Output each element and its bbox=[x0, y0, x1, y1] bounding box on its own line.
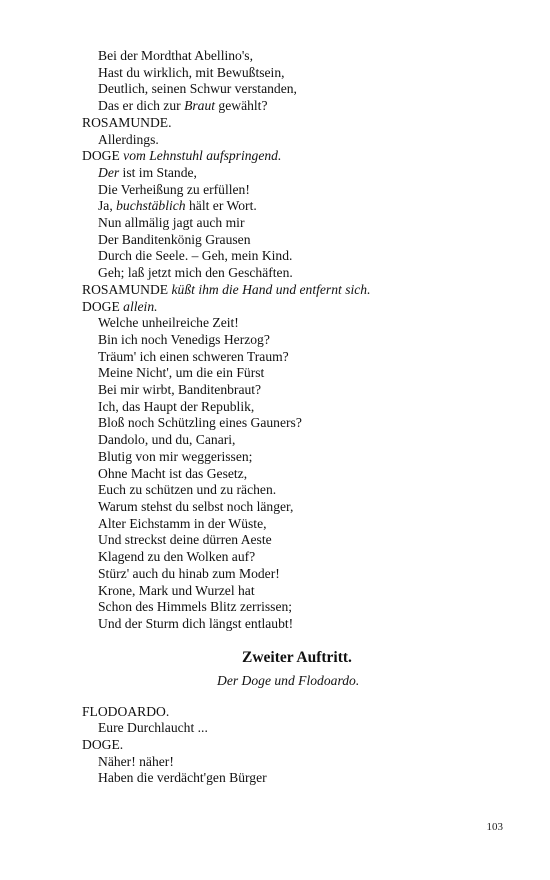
verse-line: Haben die verdächt'gen Bürger bbox=[98, 770, 267, 786]
scene-heading: Zweiter Auftritt. bbox=[242, 648, 352, 666]
verse-line bbox=[82, 165, 502, 182]
verse-line bbox=[82, 198, 502, 215]
line-text: hält er Wort. bbox=[185, 198, 257, 214]
verse-line: Bin ich noch Venedigs Herzog? bbox=[98, 331, 270, 347]
line-text: DOGE bbox=[82, 298, 124, 314]
dialogue-block-2 bbox=[82, 704, 502, 788]
verse-line: Klagend zu den Wolken auf? bbox=[98, 549, 256, 565]
verse-line: Bei der Mordthat Abellino's, bbox=[98, 48, 253, 63]
line-text: ist im Stande, bbox=[119, 164, 197, 180]
verse-line: Schon des Himmels Blitz zerrissen; bbox=[98, 599, 293, 615]
verse-line: Eure Durchlaucht ... bbox=[98, 720, 208, 736]
scene-subheading: Der Doge und Flodoardo. bbox=[217, 672, 360, 688]
page-text bbox=[82, 48, 502, 787]
line-text: DOGE bbox=[82, 148, 124, 164]
verse-line: Allerdings. bbox=[98, 131, 159, 147]
italic-text: allein. bbox=[123, 298, 158, 314]
verse-line bbox=[82, 98, 502, 115]
italic-text: buchstäblich bbox=[116, 198, 186, 214]
speaker-line bbox=[82, 282, 502, 299]
speaker-line bbox=[82, 299, 502, 316]
verse-line: Bloß noch Schützling eines Gauners? bbox=[98, 415, 302, 431]
italic-text: Braut bbox=[184, 98, 216, 114]
italic-text: küßt ihm die Hand und entfernt sich. bbox=[171, 281, 371, 297]
speaker-line: FLODOARDO. bbox=[82, 703, 170, 719]
verse-line: Der Banditenkönig Grausen bbox=[98, 231, 251, 247]
verse-line: Geh; laß jetzt mich den Geschäften. bbox=[98, 265, 293, 281]
italic-text: vom Lehnstuhl aufspringend. bbox=[123, 148, 282, 164]
verse-line: Warum stehst du selbst noch länger, bbox=[98, 498, 294, 514]
verse-line: Bei mir wirbt, Banditenbraut? bbox=[98, 382, 262, 398]
verse-line: Nun allmälig jagt auch mir bbox=[98, 215, 245, 231]
line-text: Das er dich zur bbox=[98, 98, 185, 114]
verse-line: Näher! näher! bbox=[98, 753, 174, 769]
verse-line: Euch zu schützen und zu rächen. bbox=[98, 482, 277, 498]
verse-line: Welche unheilreiche Zeit! bbox=[98, 315, 239, 331]
verse-line: Durch die Seele. – Geh, mein Kind. bbox=[98, 248, 293, 264]
line-text: Ja, bbox=[98, 198, 117, 214]
speaker-line: DOGE. bbox=[82, 737, 124, 753]
verse-line: Dandolo, und du, Canari, bbox=[98, 432, 236, 448]
verse-line: Alter Eichstamm in der Wüste, bbox=[98, 515, 267, 531]
page-number: 103 bbox=[486, 821, 503, 833]
verse-line: Ohne Macht ist das Gesetz, bbox=[98, 465, 248, 481]
verse-line: Krone, Mark und Wurzel hat bbox=[98, 582, 255, 598]
verse-line: Hast du wirklich, mit Bewußtsein, bbox=[98, 64, 285, 80]
verse-line: Die Verheißung zu erfüllen! bbox=[98, 181, 250, 197]
line-text: gewählt? bbox=[215, 98, 268, 114]
verse-line: Und streckst deine dürren Aeste bbox=[98, 532, 272, 548]
verse-line: Deutlich, seinen Schwur verstanden, bbox=[98, 81, 297, 97]
spacer bbox=[82, 690, 502, 704]
verse-line: Träum' ich einen schweren Traum? bbox=[98, 348, 289, 364]
speaker-line bbox=[82, 148, 502, 165]
italic-text: Der bbox=[98, 164, 120, 180]
line-text: ROSAMUNDE bbox=[82, 281, 172, 297]
verse-line: Blutig von mir weggerissen; bbox=[98, 448, 253, 464]
verse-line: Ich, das Haupt der Republik, bbox=[98, 398, 255, 414]
verse-line: Meine Nicht', um die ein Fürst bbox=[98, 365, 265, 381]
verse-line: Und der Sturm dich längst entlaubt! bbox=[98, 615, 294, 631]
speaker-line: ROSAMUNDE. bbox=[82, 114, 172, 130]
dialogue-block-1 bbox=[82, 48, 502, 633]
verse-line: Stürz' auch du hinab zum Moder! bbox=[98, 565, 280, 581]
